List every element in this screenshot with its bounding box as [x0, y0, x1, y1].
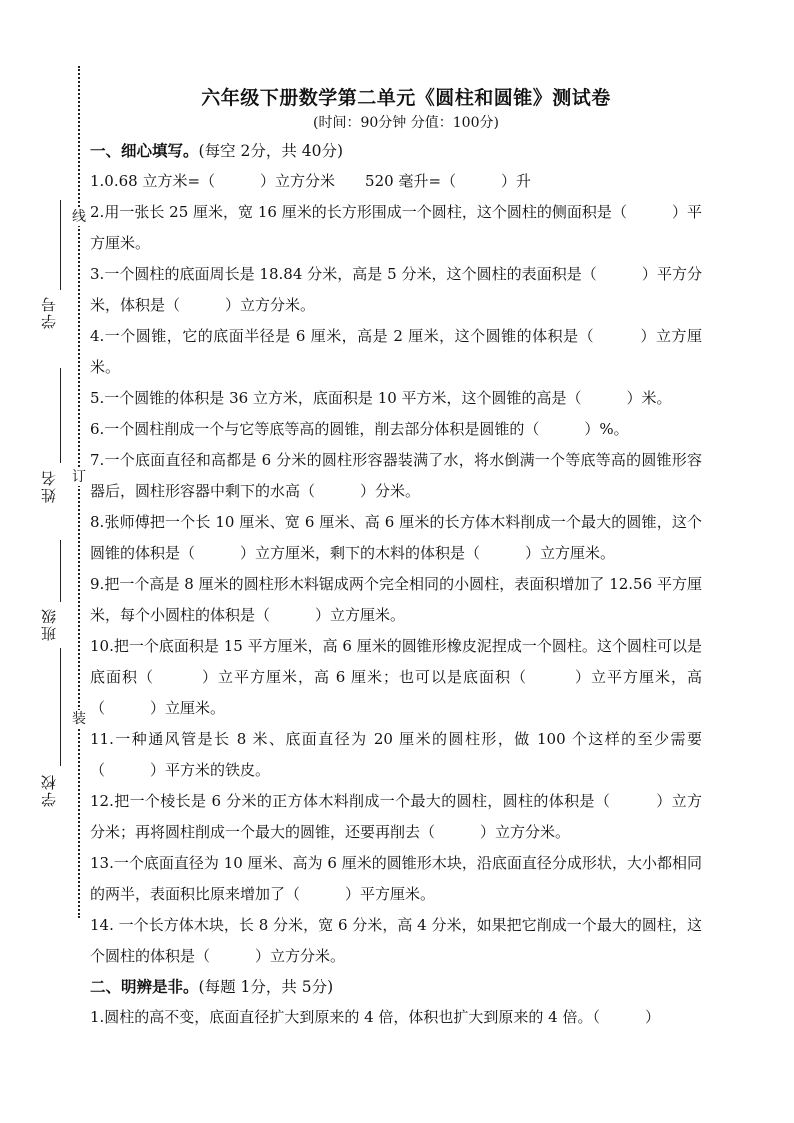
question-1-12: 12.把一个棱长是 6 分米的正方体木料削成一个最大的圆柱，圆柱的体积是（ ）立方分米；再将圆柱削成一个最大的圆锥，还要再削去（ ）立方分米。 — [90, 792, 702, 841]
class-label: 班级 — [40, 607, 58, 641]
question-1-7: 7.一个底面直径和高都是 6 分米的圆柱形容器装满了水，将水倒满一个等底等高的圆锥形容器后，圆柱形容器中剩下的水高（ ）分米。 — [90, 451, 702, 500]
binding-mark-xian: 线 — [72, 209, 86, 225]
student-no-line — [60, 200, 61, 290]
section-1-title: 一、细心填写。 — [90, 141, 199, 160]
section-1-note: (每空 2分，共 40分) — [198, 142, 344, 160]
question-1-9: 9.把一个高是 8 厘米的圆柱形木料锯成两个完全相同的小圆柱，表面积增加了 12.56 平方厘米，每个小圆柱的体积是（ ）立方厘米。 — [90, 575, 702, 624]
question-2-1: 1.圆柱的高不变，底面直径扩大到原来的 4 倍，体积也扩大到原来的 4 倍。（ ） — [90, 1008, 660, 1026]
exam-content — [90, 84, 702, 1033]
question-1-8: 8.张师傅把一个长 10 厘米、宽 6 厘米、高 6 厘米的长方体木料削成一个最大的圆锥，这个圆锥的体积是（ ）立方厘米，剩下的木料的体积是（ ）立方厘米。 — [90, 513, 702, 562]
section-1-heading — [90, 136, 702, 166]
school-line — [60, 648, 61, 766]
exam-subtitle: (时间：90分钟 分值：100分) — [313, 115, 499, 131]
question-1-14: 14. 一个长方体木块，长 8 分米，宽 6 分米，高 4 分米，如果把它削成一个最大的圆柱，这个圆柱的体积是（ ）立方分米。 — [90, 916, 702, 965]
binding-mark-ding: 订 — [72, 469, 86, 485]
question-1-4: 4.一个圆锥，它的底面半径是 6 厘米，高是 2 厘米，这个圆锥的体积是（ ）立方厘米。 — [90, 327, 702, 376]
school-label: 学校 — [40, 773, 58, 807]
binding-dotted-line — [78, 66, 80, 918]
question-1-3: 3.一个圆柱的底面周长是 18.84 分米，高是 5 分米，这个圆柱的表面积是（ ）平方分米，体积是（ ）立方分米。 — [90, 265, 702, 314]
question-1-13: 13.一个底面直径为 10 厘米、高为 6 厘米的圆锥形木块，沿底面直径分成形状，大小都相同的两半，表面积比原来增加了（ ）平方厘米。 — [90, 854, 702, 903]
question-1-6: 6.一个圆柱削成一个与它等底等高的圆锥，削去部分体积是圆锥的（ ）%。 — [90, 420, 629, 438]
binding-mark-zhuang: 装 — [72, 711, 86, 727]
question-1-1: 1.0.68 立方米=（ ）立方分米 520 毫升=（ ）升 — [90, 172, 532, 190]
question-1-2: 2.用一张长 25 厘米，宽 16 厘米的长方形围成一个圆柱，这个圆柱的侧面积是（ ）平方厘米。 — [90, 203, 702, 252]
section-2-heading — [90, 972, 702, 1002]
section-2-title: 二、明辨是非。 — [90, 977, 199, 996]
binding-margin — [0, 0, 90, 1123]
exam-title: 六年级下册数学第二单元《圆柱和圆锥》测试卷 — [201, 87, 611, 109]
section-2-note: (每题 1分，共 5分) — [198, 978, 334, 996]
question-1-5: 5.一个圆锥的体积是 36 立方米，底面积是 10 平方米，这个圆锥的高是（ ）米。 — [90, 389, 672, 407]
student-no-label: 学号 — [40, 295, 58, 329]
name-label: 姓名 — [40, 469, 58, 503]
question-1-11: 11.一种通风管是长 8 米、底面直径为 20 厘米的圆柱形，做 100 个这样的至少需要（ ）平方米的铁皮。 — [90, 730, 702, 779]
name-line — [60, 368, 61, 463]
question-1-10: 10.把一个底面积是 15 平方厘米，高 6 厘米的圆锥形橡皮泥捏成一个圆柱。这个圆柱可以是底面积（ ）立平方厘米，高 6 厘米；也可以是底面积（ ）立平方厘米，高（ ）立厘米。 — [90, 637, 702, 717]
class-line — [60, 540, 61, 602]
